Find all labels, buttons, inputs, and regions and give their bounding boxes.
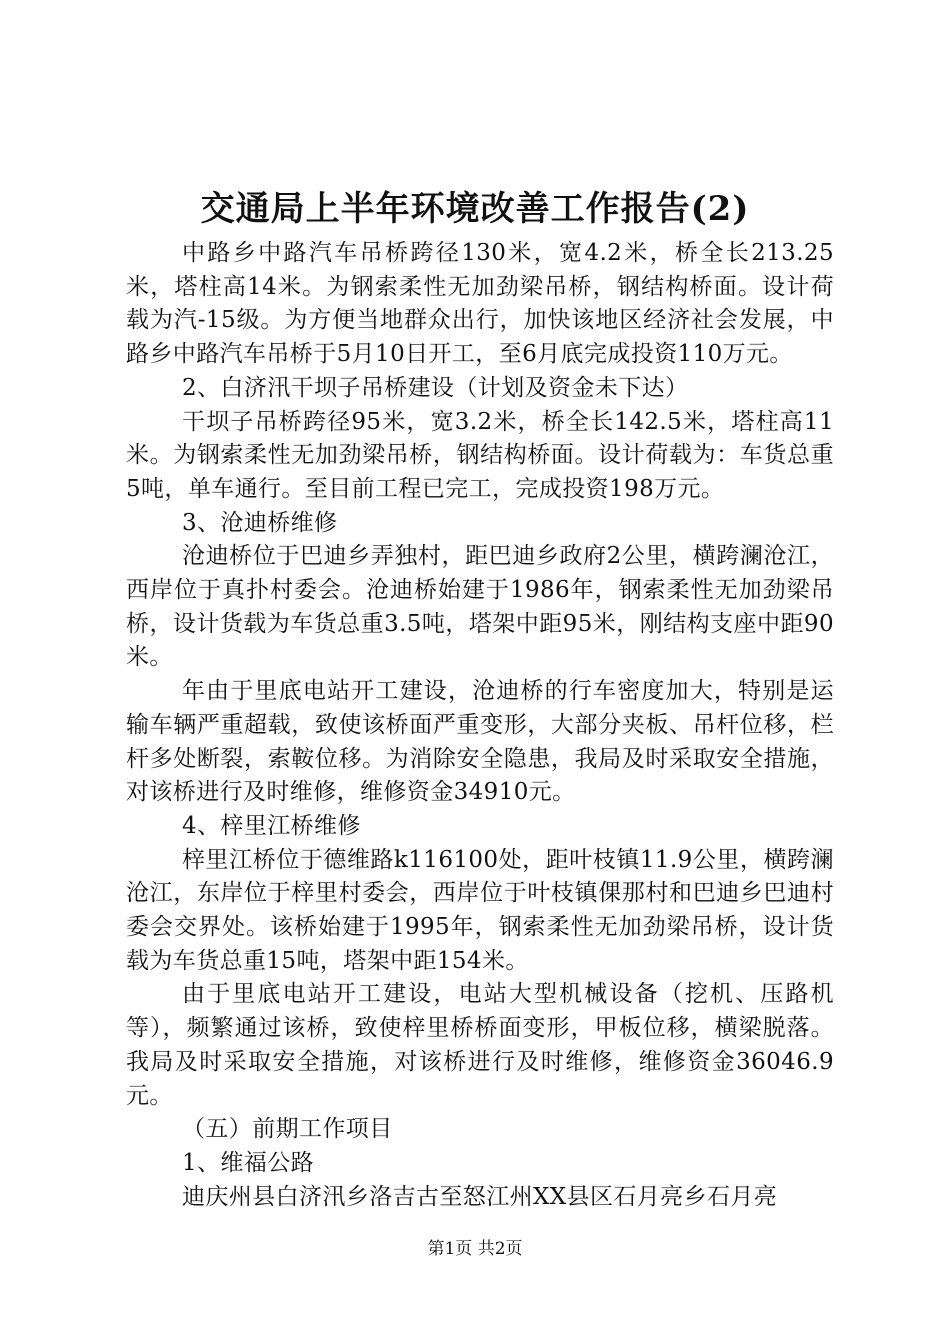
heading-ganbazi-bridge: 2、白济汛干坝子吊桥建设（计划及资金未下达） bbox=[182, 374, 689, 401]
heading-zilijiang-bridge: 4、梓里江桥维修 bbox=[182, 812, 361, 839]
paragraph-cangdi-repair: 年由于里底电站开工建设，沧迪桥的行车密度加大，特别是运输车辆严重超载，致使该桥面严重变形，大部分夹板、吊杆位移，栏杆多处断裂，索鞍位移。为消除安全隐患，我局及时采取安全措施，对该桥进行及时维修，维修资金34910元。 bbox=[126, 678, 834, 806]
heading-preliminary-projects: （五）前期工作项目 bbox=[182, 1116, 393, 1143]
heading-cangdi-bridge: 3、沧迪桥维修 bbox=[182, 509, 338, 536]
document-body bbox=[126, 237, 834, 1214]
paragraph-zilijiang-bridge: 梓里江桥位于德维路k116100处，距叶枝镇11.9公里，横跨澜沧江，东岸位于梓里村委会，西岸位于叶枝镇倮那村和巴迪乡巴迪村委会交界处。该桥始建于1995年，钢索柔性无加劲梁吊桥，设计货载为车货总重15吨，塔架中距154米。 bbox=[126, 846, 834, 974]
paragraph-ganbazi-bridge: 干坝子吊桥跨径95米，宽3.2米，桥全长142.5米，塔柱高11米。为钢索柔性无加劲梁吊桥，钢结构桥面。设计荷载为：车货总重5吨，单车通行。至目前工程已完工，完成投资198万元。 bbox=[126, 408, 834, 502]
paragraph-zhonglu-bridge: 中路乡中路汽车吊桥跨径130米，宽4.2米，桥全长213.25米，塔柱高14米。为钢索柔性无加劲梁吊桥，钢结构桥面。设计荷载为汽-15级。为方便当地群众出行，加快该地区经济社会发展，中路乡中路汽车吊桥于5月10日开工，至6月底完成投资110万元。 bbox=[126, 240, 834, 368]
page-footer: 第1页 共2页 bbox=[427, 1239, 523, 1259]
paragraph-zilijiang-repair: 由于里底电站开工建设，电站大型机械设备（挖机、压路机等），频繁通过该桥，致使梓里桥桥面变形，甲板位移，横梁脱落。我局及时采取安全措施，对该桥进行及时维修，维修资金36046.9元。 bbox=[126, 981, 834, 1109]
paragraph-weifu-road: 迪庆州县白济汛乡洛吉古至怒江州XX县区石月亮乡石月亮 bbox=[182, 1183, 778, 1210]
paragraph-cangdi-bridge: 沧迪桥位于巴迪乡弄独村，距巴迪乡政府2公里，横跨澜沧江，西岸位于真扑村委会。沧迪桥始建于1986年，钢索柔性无加劲梁吊桥，设计货载为车货总重3.5吨，塔架中距95米，刚结构支座中距90米。 bbox=[126, 543, 834, 671]
document-title: 交通局上半年环境改善工作报告(2) bbox=[200, 189, 750, 229]
heading-weifu-road: 1、维福公路 bbox=[182, 1149, 315, 1176]
